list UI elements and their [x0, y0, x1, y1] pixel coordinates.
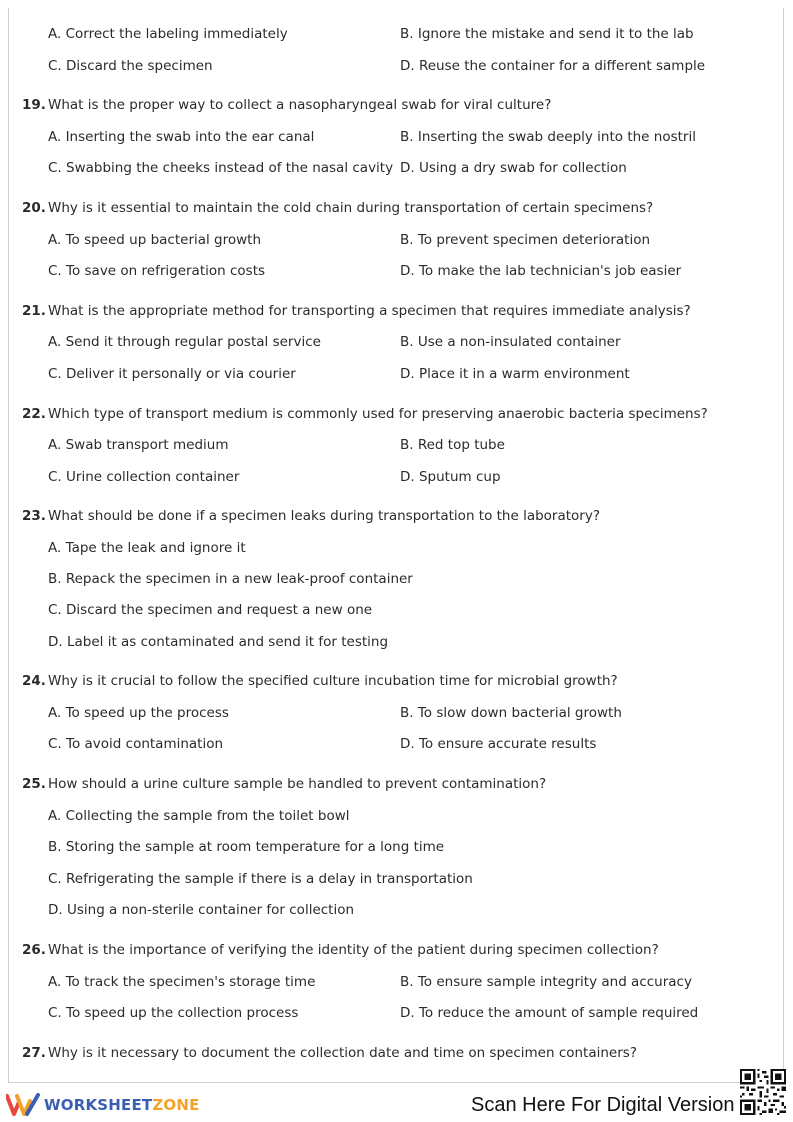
- question-number: 24.: [22, 673, 46, 689]
- option-b: B. Red top tube: [400, 437, 505, 453]
- option-c: C. To speed up the collection process: [48, 1005, 299, 1021]
- logo-word-zone: ZONE: [152, 1096, 200, 1114]
- option-b: B. Ignore the mistake and send it to the lab: [400, 26, 694, 42]
- question-number: 27.: [22, 1045, 46, 1061]
- option-a: A. To speed up the process: [48, 705, 229, 721]
- qr-code-icon[interactable]: [740, 1069, 786, 1115]
- option-b: B. To prevent specimen deterioration: [400, 232, 651, 248]
- option-d: D. Reuse the container for a different sample: [400, 58, 706, 74]
- question-number: 25.: [22, 776, 46, 792]
- option-c: C. To avoid contamination: [48, 736, 224, 752]
- question-text: How should a urine culture sample be handled to prevent contamination?: [48, 776, 547, 792]
- option-b: B. To ensure sample integrity and accuracy: [400, 974, 692, 990]
- option-c: C. Urine collection container: [48, 469, 240, 485]
- option-a: A. To speed up bacterial growth: [48, 232, 262, 248]
- question-text: Why is it crucial to follow the specified culture incubation time for microbial growth?: [48, 673, 618, 689]
- option-a: A. Correct the labeling immediately: [48, 26, 288, 42]
- question-text: Why is it necessary to document the collection date and time on specimen containers?: [48, 1045, 637, 1061]
- option-c: C. Deliver it personally or via courier: [48, 366, 296, 382]
- option-a: A. To track the specimen's storage time: [48, 974, 316, 990]
- option-a: A. Tape the leak and ignore it: [48, 540, 246, 556]
- worksheetzone-logo[interactable]: [6, 1092, 200, 1118]
- option-b: B. Storing the sample at room temperature for a long time: [48, 839, 445, 855]
- question-number: 19.: [22, 97, 46, 113]
- option-b: B. To slow down bacterial growth: [400, 705, 622, 721]
- question-text: Which type of transport medium is commonly used for preserving anaerobic bacteria specimens?: [48, 406, 708, 422]
- question-text: What is the proper way to collect a nasopharyngeal swab for viral culture?: [48, 97, 552, 113]
- option-c: C. Refrigerating the sample if there is a delay in transportation: [48, 871, 473, 887]
- option-d: D. To reduce the amount of sample required: [400, 1005, 699, 1021]
- question-number: 22.: [22, 406, 46, 422]
- question-number: 26.: [22, 942, 46, 958]
- option-d: D. Using a non-sterile container for collection: [48, 902, 355, 918]
- option-a: A. Swab transport medium: [48, 437, 229, 453]
- option-d: D. Label it as contaminated and send it for testing: [48, 634, 389, 650]
- question-number: 21.: [22, 303, 46, 319]
- option-b: B. Use a non-insulated container: [400, 334, 621, 350]
- question-number: 20.: [22, 200, 46, 216]
- option-a: A. Collecting the sample from the toilet bowl: [48, 808, 350, 824]
- logo-w-icon: [6, 1093, 40, 1117]
- question-text: Why is it essential to maintain the cold chain during transportation of certain specimens?: [48, 200, 654, 216]
- option-b: B. Inserting the swab deeply into the nostril: [400, 129, 696, 145]
- logo-word-worksheet: WORKSHEET: [44, 1096, 153, 1114]
- option-c: C. Discard the specimen: [48, 58, 213, 74]
- option-b: B. Repack the specimen in a new leak-proof container: [48, 571, 413, 587]
- scan-instruction: Scan Here For Digital Version: [471, 1094, 735, 1116]
- question-text: What is the appropriate method for transporting a specimen that requires immediate analysis?: [48, 303, 691, 319]
- question-text: What is the importance of verifying the identity of the patient during specimen collection?: [48, 942, 659, 958]
- option-a: A. Send it through regular postal service: [48, 334, 321, 350]
- option-d: D. Using a dry swab for collection: [400, 160, 627, 176]
- option-d: D. To ensure accurate results: [400, 736, 597, 752]
- option-a: A. Inserting the swab into the ear canal: [48, 129, 315, 145]
- question-text: What should be done if a specimen leaks during transportation to the laboratory?: [48, 508, 601, 524]
- option-c: C. To save on refrigeration costs: [48, 263, 266, 279]
- option-d: D. Place it in a warm environment: [400, 366, 630, 382]
- option-c: C. Discard the specimen and request a new one: [48, 602, 373, 618]
- option-d: D. To make the lab technician's job easier: [400, 263, 682, 279]
- option-d: D. Sputum cup: [400, 469, 501, 485]
- question-number: 23.: [22, 508, 46, 524]
- logo-text: [44, 1096, 200, 1114]
- option-c: C. Swabbing the cheeks instead of the nasal cavity: [48, 160, 394, 176]
